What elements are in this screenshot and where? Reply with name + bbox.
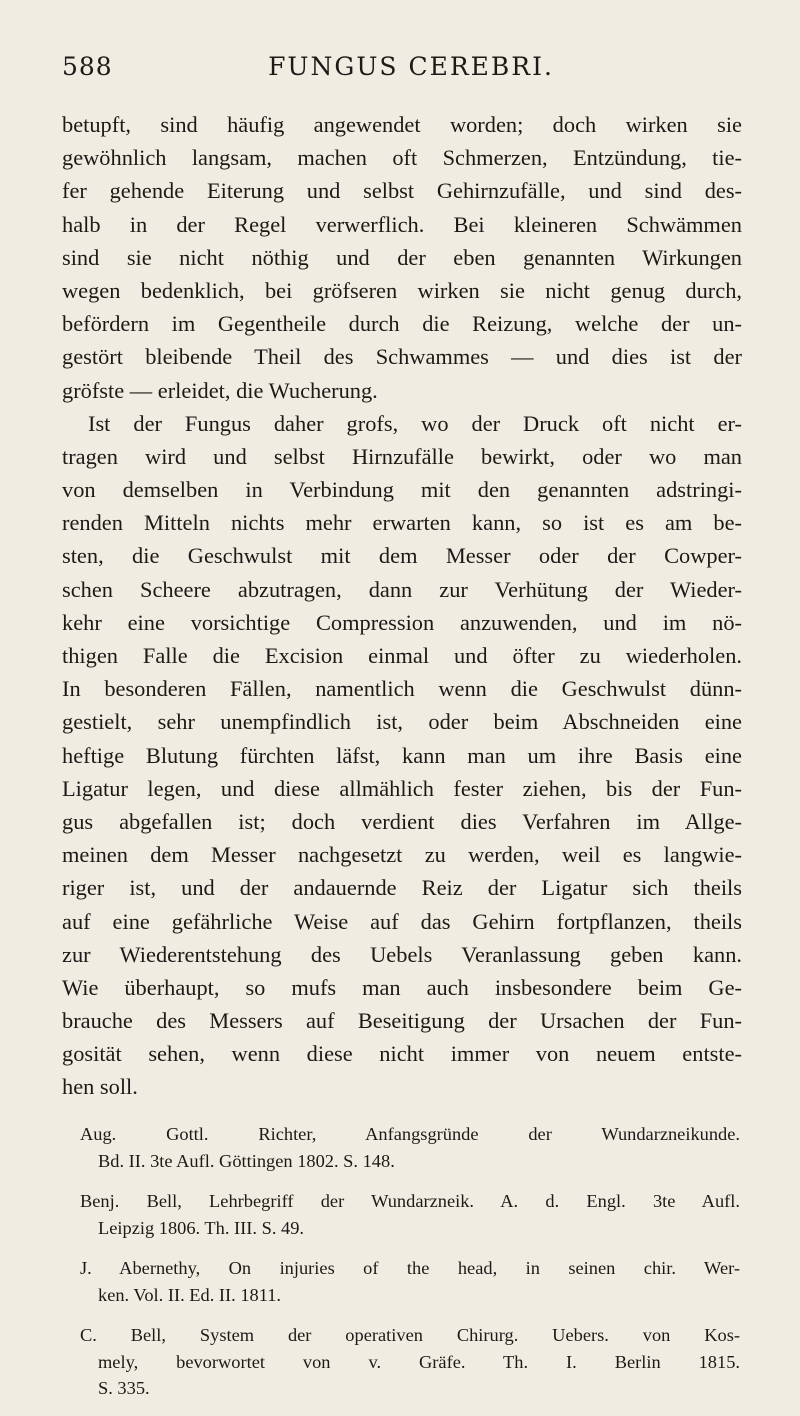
text-line: Ist der Fungus daher grofs, wo der Druck oft nicht er- [88, 410, 742, 436]
text-line: heftige Blutung fürchten läfst, kann man um ihre Basis eine [62, 742, 742, 768]
page-header [62, 52, 760, 92]
text-line: thigen Falle die Excision einmal und öfter zu wiederholen. [62, 643, 742, 668]
reference-line: ken. Vol. II. Ed. II. 1811. [98, 1284, 282, 1305]
text-line: renden Mitteln nichts mehr erwarten kann, so ist es am be- [62, 510, 742, 536]
reference-entry [80, 1121, 740, 1174]
text-line: gus abgefallen ist; doch verdient dies Verfahren im Allge- [62, 808, 742, 834]
text-line: von demselben in Verbindung mit den genannten adstringi- [62, 477, 742, 503]
reference-line: Bd. II. 3te Aufl. Göttingen 1802. S. 148. [98, 1150, 395, 1171]
text-line: Wie überhaupt, so mufs man auch insbesondere beim Ge- [62, 974, 742, 1000]
reference-line: C. Bell, System der operativen Chirurg. Uebers. von Kos- [80, 1325, 740, 1345]
text-line: fer gehende Eiterung und selbst Gehirnzufälle, und sind des- [62, 178, 742, 204]
reference-line: mely, bevorwortet von v. Gräfe. Th. I. Berlin 1815. [98, 1351, 740, 1372]
text-line: gewöhnlich langsam, machen oft Schmerzen, Entzündung, tie- [62, 145, 742, 171]
text-line: halb in der Regel verwerflich. Bei kleineren Schwämmen [62, 211, 742, 237]
text-line: brauche des Messers auf Beseitigung der Ursachen der Fun- [62, 1008, 742, 1034]
page-number: 588 [62, 52, 113, 81]
reference-entry [80, 1188, 740, 1241]
reference-entry [80, 1322, 740, 1402]
text-line: kehr eine vorsichtige Compression anzuwenden, und im nö- [62, 609, 742, 635]
text-line: riger ist, und der andauernde Reiz der Ligatur sich theils [62, 875, 742, 901]
body-text [62, 108, 742, 1104]
text-line: sten, die Geschwulst mit dem Messer oder der Cowper- [62, 543, 742, 569]
text-line: gröfste — erleidet, die Wucherung. [62, 377, 378, 403]
reference-entry [80, 1255, 740, 1308]
text-line: gosität sehen, wenn diese nicht immer von neuem entste- [62, 1041, 742, 1067]
text-line: gestielt, sehr unempfindlich ist, oder beim Abschneiden eine [62, 709, 742, 735]
running-title: FUNGUS CEREBRI. [268, 52, 554, 81]
text-line: In besonderen Fällen, namentlich wenn die Geschwulst dünn- [62, 676, 742, 702]
text-line: betupft, sind häufig angewendet worden; doch wirken sie [62, 112, 742, 137]
text-line: tragen wird und selbst Hirnzufälle bewirkt, oder wo man [62, 443, 742, 469]
text-line: gestört bleibende Theil des Schwammes — und dies ist der [62, 344, 742, 370]
references-list [80, 1121, 740, 1416]
text-line: meinen dem Messer nachgesetzt zu werden, weil es langwie- [62, 842, 742, 868]
reference-line: S. 335. [98, 1378, 150, 1398]
reference-line: Benj. Bell, Lehrbegriff der Wundarzneik. A. d. Engl. 3te Aufl. [80, 1191, 740, 1211]
text-line: zur Wiederentstehung des Uebels Veranlassung geben kann. [62, 941, 742, 967]
text-line: schen Scheere abzutragen, dann zur Verhütung der Wieder- [62, 576, 742, 602]
text-line: Ligatur legen, und diese allmählich fester ziehen, bis der Fun- [62, 775, 742, 801]
reference-line: Aug. Gottl. Richter, Anfangsgründe der Wundarzneikunde. [80, 1124, 740, 1144]
text-line: sind sie nicht nöthig und der eben genannten Wirkungen [62, 244, 742, 270]
text-line: auf eine gefährliche Weise auf das Gehirn fortpflanzen, theils [62, 908, 742, 934]
text-line: hen soll. [62, 1074, 138, 1100]
reference-line: Leipzig 1806. Th. III. S. 49. [98, 1217, 305, 1238]
text-line: befördern im Gegentheile durch die Reizung, welche der un- [62, 311, 742, 337]
reference-line: J. Abernethy, On injuries of the head, in seinen chir. Wer- [80, 1258, 740, 1278]
text-line: wegen bedenklich, bei gröfseren wirken sie nicht genug durch, [62, 277, 742, 303]
